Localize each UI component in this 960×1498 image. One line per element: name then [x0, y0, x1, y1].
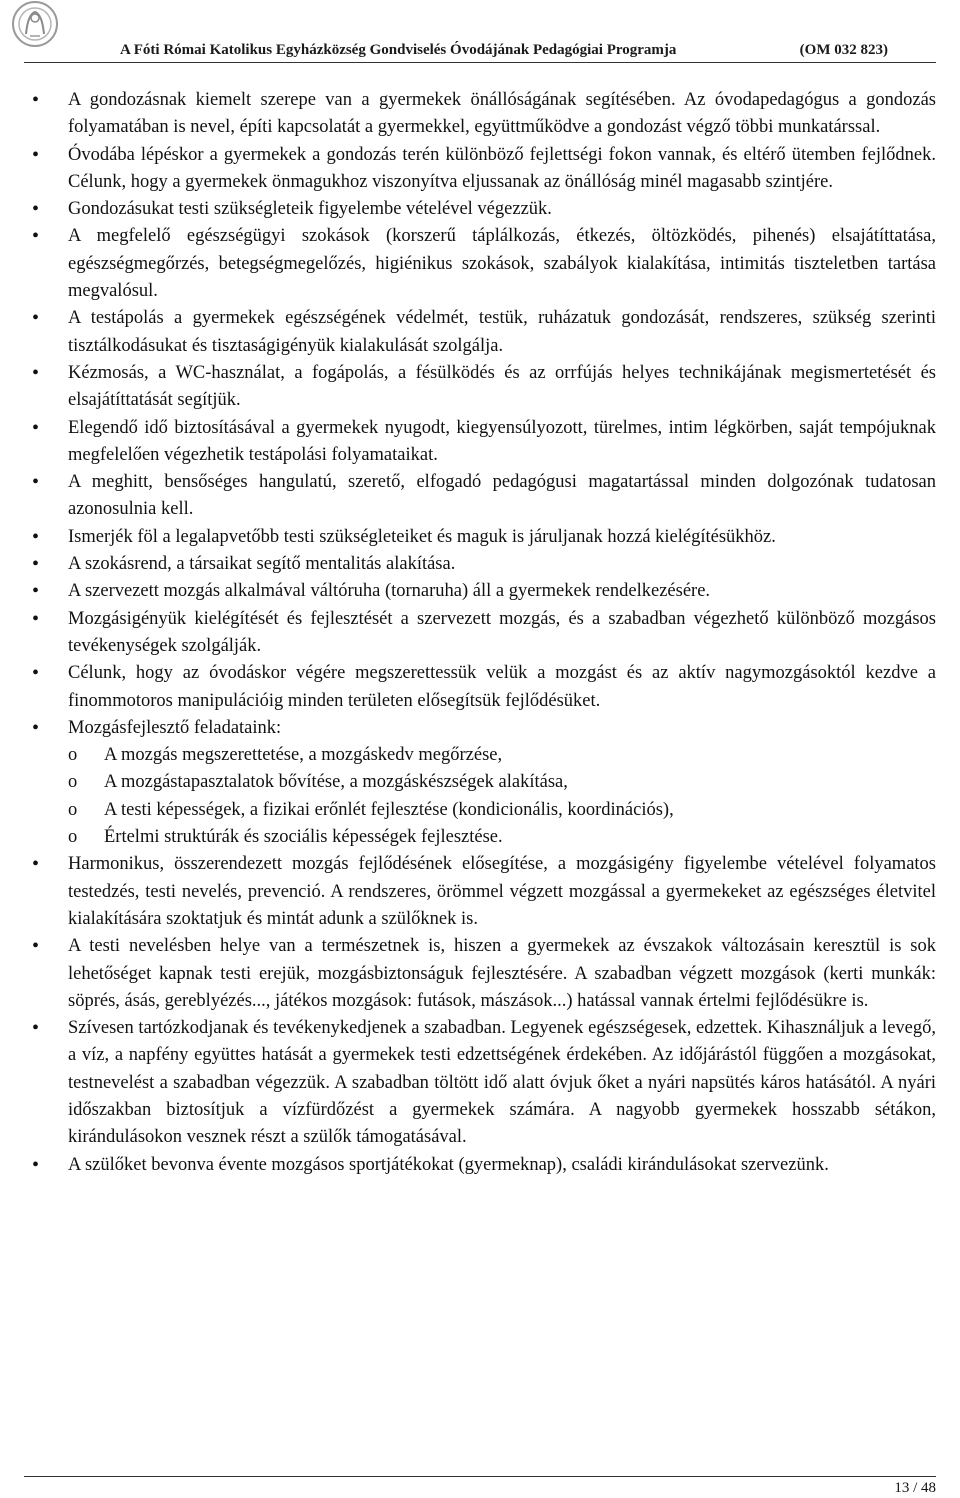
- document-body: [68, 87, 936, 1179]
- sub-list-item: o A mozgás megszerettetése, a mozgáskedv megőrzése,: [68, 742, 936, 769]
- list-item: • A szokásrend, a társaikat segítő mentalitás alakítása.: [68, 551, 936, 578]
- list-item: • Szívesen tartózkodjanak és tevékenykedjenek a szabadban. Legyenek egészségesek, edzettek. Kihasználjuk a levegő, a víz, a napfény együttes hatását a gyermekek testi edzettségének érdekében. Az időjárástól függően a mozgásokat, testnevelést a szabadban végezzük. A szabadban töltött idő alatt óvjuk őket a nyári napsütés káros hatásától. A nyári időszakban biztosítjuk a vízfürdőzést a gyermekek számára. A nagyobb gyermekek hosszabb sétákon, kirándulásokon vesznek részt a szülők támogatásával.: [68, 1015, 936, 1151]
- list-item: • Célunk, hogy az óvodáskor végére megszerettessük velük a mozgást és az aktív nagymozgásoktól kezdve a finommotoros manipulációig minden területen elősegítsük fejlődésüket.: [68, 660, 936, 715]
- sub-list-item: o A testi képességek, a fizikai erőnlét fejlesztése (kondicionális, koordinációs),: [68, 797, 936, 824]
- list-item: • Óvodába lépéskor a gyermekek a gondozás terén különböző fejlettségi fokon vannak, és eltérő ütemben fejlődnek. Célunk, hogy a gyermekek önmagukhoz viszonyítva eljussanak az önállóság minél magasabb szintjére.: [68, 142, 936, 197]
- footer-divider: [24, 1476, 936, 1477]
- list-item: • Kézmosás, a WC-használat, a fogápolás, a fésülködés és az orrfújás helyes technikájának megismertetését és elsajátíttatását segítjük.: [68, 360, 936, 415]
- list-item: • A testápolás a gyermekek egészségének védelmét, testük, ruházatuk gondozását, rendszeres, szükség szerinti tisztálkodásukat és tisztaságigényük kialakulását szolgálja.: [68, 305, 936, 360]
- list-item: • A testi nevelésben helye van a természetnek is, hiszen a gyermekek az évszakok változásain keresztül is sok lehetőséget kapnak testi erejük, mozgásbiztonságuk fejlesztésére. A szabadban végzett mozgások (kerti munkák: söprés, ásás, gereblyézés..., játékos mozgások: futások, mászások...) hatással vannak értelmi fejlődésükre is.: [68, 933, 936, 1015]
- page-header: [0, 0, 960, 64]
- sub-list: [68, 742, 936, 851]
- om-code: (OM 032 823): [799, 42, 888, 58]
- list-item: • Gondozásukat testi szükségleteik figyelembe vételével végezzük.: [68, 196, 936, 223]
- list-item: • Mozgásigényük kielégítését és fejlesztését a szervezett mozgás, és a szabadban végezhető különböző mozgásos tevékenységek szolgálják.: [68, 606, 936, 661]
- program-title: A Fóti Római Katolikus Egyházközség Gondviselés Óvodájának Pedagógiai Programja: [120, 42, 677, 58]
- list-item: • Mozgásfejlesztő feladataink:: [68, 715, 936, 742]
- bullet-list: [68, 87, 936, 742]
- list-item: • A szervezett mozgás alkalmával váltóruha (tornaruha) áll a gyermekek rendelkezésére.: [68, 578, 936, 605]
- list-item: • Ismerjék föl a legalapvetőbb testi szükségleteiket és maguk is járuljanak hozzá kielégítésükhöz.: [68, 524, 936, 551]
- list-item: • A megfelelő egészségügyi szokások (korszerű táplálkozás, étkezés, öltözködés, pihenés) elsajátíttatása, egészségmegőrzés, betegségmegelőzés, higiénikus szokások, szabályok kialakítása, intimitás tiszteletben tartása megvalósul.: [68, 223, 936, 305]
- list-item: • Harmonikus, összerendezett mozgás fejlődésének elősegítése, a mozgásigény figyelembe vételével folyamatos testedzés, testi nevelés, prevenció. A rendszeres, örömmel végzett mozgással a gyermekeket az egészséges életvitel kialakítására szoktatjuk és mintát adunk a szülőknek is.: [68, 851, 936, 933]
- list-item: • A gondozásnak kiemelt szerepe van a gyermekek önállóságának segítésében. Az óvodapedagógus a gondozás folyamatában is nevel, építi kapcsolatát a gyermekkel, együttműködve a gondozást végző többi munkatárssal.: [68, 87, 936, 142]
- sub-list-item: o Értelmi struktúrák és szociális képességek fejlesztése.: [68, 824, 936, 851]
- list-item: • Elegendő idő biztosításával a gyermekek nyugodt, kiegyensúlyozott, türelmes, intim légkörben, saját tempójuknak megfelelően végezhetik testápolási folyamataikat.: [68, 415, 936, 470]
- parish-logo-icon: [8, 0, 62, 54]
- sub-list-item: o A mozgástapasztalatok bővítése, a mozgáskészségek alakítása,: [68, 769, 936, 796]
- list-item: • A szülőket bevonva évente mozgásos sportjátékokat (gyermeknap), családi kirándulásokat szervezünk.: [68, 1152, 936, 1179]
- page-number: 13 / 48: [894, 1480, 936, 1496]
- bullet-list-continued: [68, 851, 936, 1179]
- header-divider: [24, 62, 936, 63]
- list-item: • A meghitt, bensőséges hangulatú, szerető, elfogadó pedagógusi magatartással minden dolgozónak tudatosan azonosulnia kell.: [68, 469, 936, 524]
